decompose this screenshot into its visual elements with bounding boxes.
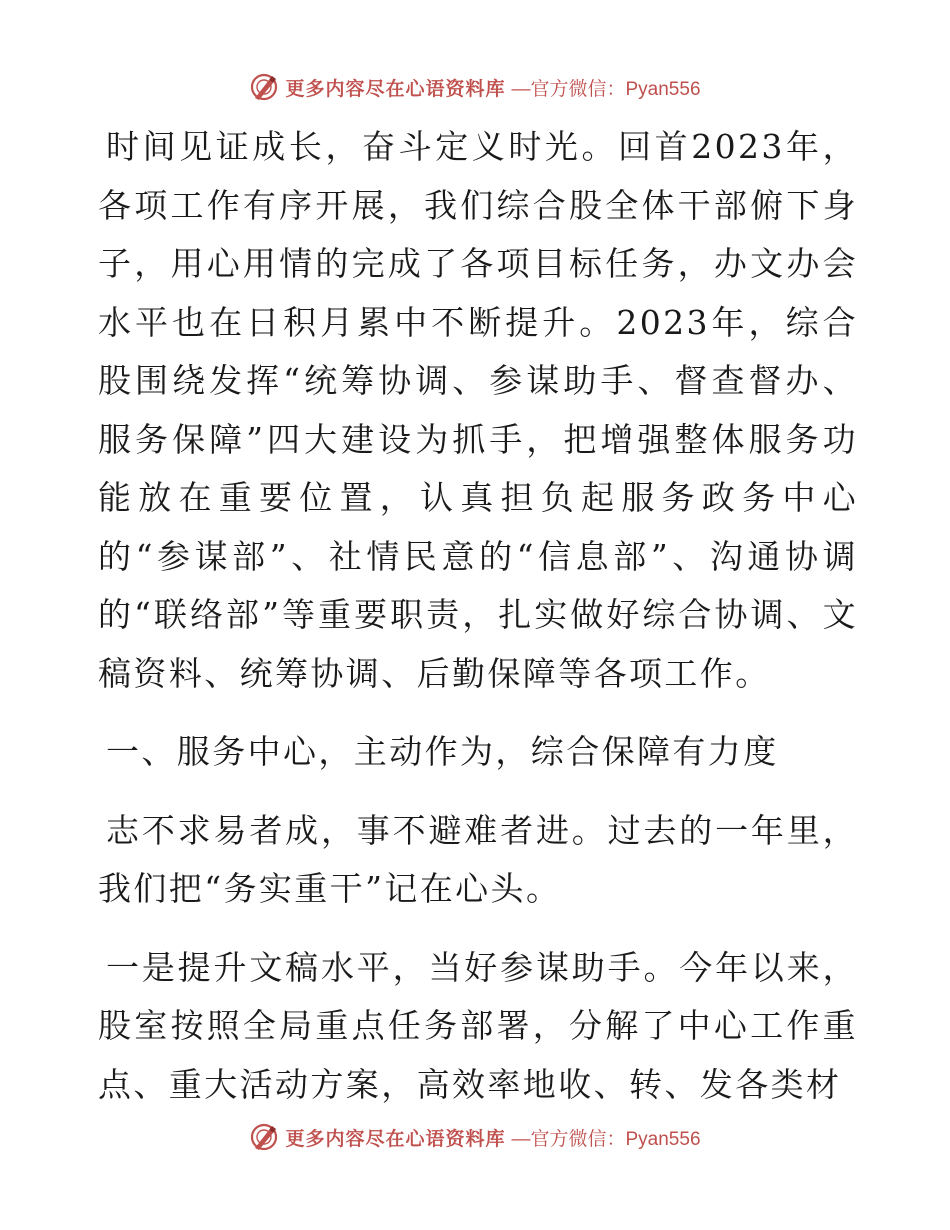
page-header-watermark xyxy=(0,72,950,102)
paragraph-item-1: 一是提升文稿水平，当好参谋助手。今年以来，股室按照全局重点任务部署，分解了中心工作重点、重大活动方案，高效率地收、转、发各类材 xyxy=(98,947,858,1104)
pen-seal-icon xyxy=(249,1122,279,1152)
document-body xyxy=(98,118,858,1134)
watermark-contact-text: —官方微信：Pyan556 xyxy=(511,1128,701,1150)
watermark-brand-text: 更多内容尽在心语资料库 xyxy=(285,77,506,100)
pen-seal-icon xyxy=(249,72,279,102)
paragraph-section-1-intro: 志不求易者成，事不避难者进。过去的一年里，我们把“务实重干”记在心头。 xyxy=(98,810,858,908)
page-footer-watermark xyxy=(0,1122,950,1152)
paragraph-intro: 时间见证成长，奋斗定义时光。回首2023年，各项工作有序开展，我们综合股全体干部俯下身子，用心用情的完成了各项目标任务，办文办会水平也在日积月累中不断提升。2023年，综合股围绕发挥“统筹协调、参谋助手、督查督办、服务保障”四大建设为抓手，把增强整体服务功能放在重要位置，认真担负起服务政务中心的“参谋部”、社情民意的“信息部”、沟通协调的“联络部”等重要职责，扎实做好综合协调、文稿资料、统筹协调、后勤保障等各项工作。 xyxy=(98,127,858,693)
watermark-brand-text: 更多内容尽在心语资料库 xyxy=(285,1127,506,1150)
watermark-contact-text: —官方微信：Pyan556 xyxy=(511,78,701,100)
section-heading-1: 一、服务中心，主动作为，综合保障有力度 xyxy=(106,732,779,771)
